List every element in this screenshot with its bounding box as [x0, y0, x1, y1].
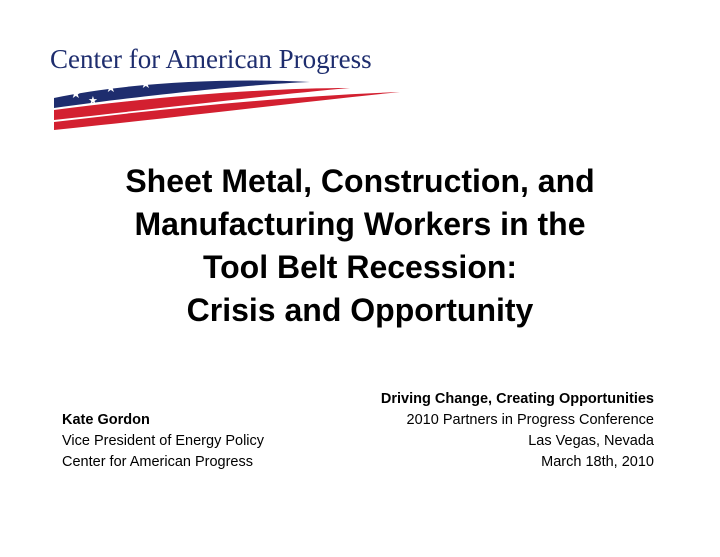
presenter-name: Kate Gordon [62, 412, 150, 428]
presenter-role: Vice President of Energy Policy [62, 433, 265, 449]
presenter-info [62, 410, 264, 473]
logo-text: Center for American Progress [50, 44, 372, 74]
title-line: Crisis and Opportunity [186, 292, 534, 328]
event-info [381, 389, 654, 473]
presenter-organization: Center for American Progress [62, 454, 253, 470]
flag-swoosh-icon [50, 74, 400, 130]
organization-logo [50, 44, 400, 130]
svg-text:★: ★ [88, 95, 98, 107]
event-conference: 2010 Partners in Progress Conference [406, 412, 654, 428]
svg-text:★: ★ [105, 80, 117, 95]
svg-text:★: ★ [70, 86, 82, 101]
title-line: Sheet Metal, Construction, and [125, 163, 595, 199]
event-location: Las Vegas, Nevada [528, 433, 654, 449]
slide-title [40, 160, 680, 332]
event-name: Driving Change, Creating Opportunities [380, 391, 654, 407]
title-line: Tool Belt Recession: [202, 249, 518, 285]
title-line: Manufacturing Workers in the [134, 206, 586, 242]
svg-text:★: ★ [140, 76, 152, 91]
event-date: March 18th, 2010 [541, 454, 654, 470]
